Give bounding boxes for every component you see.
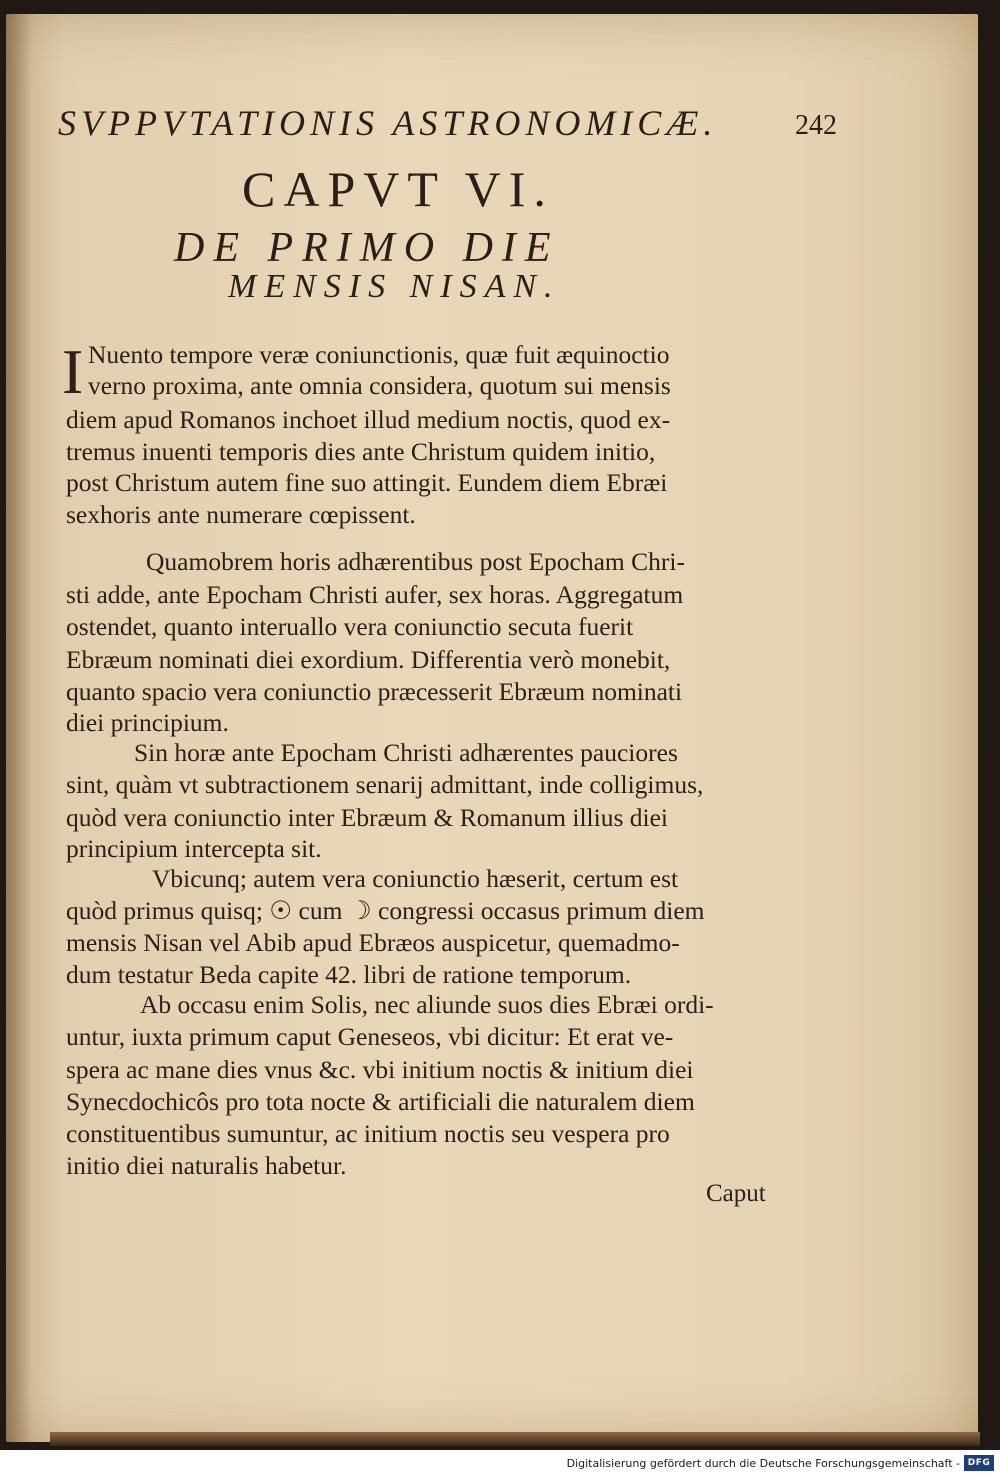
page-bottom-edge xyxy=(50,1432,980,1446)
text-line: Sin horæ ante Epocham Christi adhærentes pauciores xyxy=(134,738,678,767)
text-line: initio diei naturalis habetur. xyxy=(66,1151,347,1180)
text-line: ostendet, quanto interuallo vera coniunctio secuta fuerit xyxy=(66,612,634,641)
text-line: post Christum autem fine suo attingit. Eundem diem Ebræi xyxy=(66,468,668,497)
page-number: 242 xyxy=(795,110,837,141)
text-line: principium intercepta sit. xyxy=(66,834,322,863)
chapter-subtitle-line-1: DE PRIMO DIE xyxy=(174,225,560,271)
text-line: sexhoris ante numerare cœpissent. xyxy=(66,500,416,529)
text-line: quanto spacio vera coniunctio præcesserit Ebræum nominati xyxy=(66,677,683,706)
text-line: spera ac mane dies vnus &c. vbi initium noctis & initium diei xyxy=(66,1055,694,1084)
text-line: diem apud Romanos inchoet illud medium noctis, quod ex- xyxy=(66,405,671,434)
text-line: untur, iuxta primum caput Geneseos, vbi dicitur: Et erat ve- xyxy=(66,1022,674,1051)
funding-notice: Digitalisierung gefördert durch die Deutsche Forschungsgemeinschaft - xyxy=(566,1457,960,1470)
text-line: constituentibus sumuntur, ac initium noctis seu vespera pro xyxy=(66,1119,670,1148)
text-line: verno proxima, ante omnia considera, quotum sui mensis xyxy=(88,371,671,400)
text-line: Vbicunq; autem vera coniunctio hæserit, certum est xyxy=(152,864,679,893)
text-line: sti adde, ante Epocham Christi aufer, sex horas. Aggregatum xyxy=(66,580,684,609)
text-line: mensis Nisan vel Abib apud Ebræos auspicetur, quemadmo- xyxy=(66,928,680,957)
running-head: SVPPVTATIONIS ASTRONOMICÆ. xyxy=(58,103,718,143)
chapter-title: CAPVT VI. xyxy=(242,161,554,217)
text-line: tremus inuenti temporis dies ante Christum quidem initio, xyxy=(66,437,656,466)
dfg-logo-icon: DFG xyxy=(964,1455,994,1471)
footer-bar xyxy=(0,1450,1000,1479)
text-line: Synecdochicôs pro tota nocte & artificiali die naturalem diem xyxy=(66,1087,695,1116)
text-line: Ebræum nominati diei exordium. Differentia verò monebit, xyxy=(66,645,671,674)
chapter-subtitle-line-2: MENSIS NISAN. xyxy=(228,268,561,305)
drop-cap: I xyxy=(62,336,84,407)
text-line: Nuento tempore veræ coniunctionis, quæ fuit æquinoctio xyxy=(88,340,670,369)
text-line: quòd primus quisq; ☉ cum ☽ congressi occasus primum diem xyxy=(66,896,705,925)
text-line: diei principium. xyxy=(66,708,229,737)
catchword: Caput xyxy=(706,1180,766,1207)
text-line: Quamobrem horis adhærentibus post Epocham Chri- xyxy=(146,547,685,576)
text-line: Ab occasu enim Solis, nec aliunde suos dies Ebræi ordi- xyxy=(140,990,714,1019)
text-line: dum testatur Beda capite 42. libri de ratione temporum. xyxy=(66,960,632,989)
text-line: sint, quàm vt subtractionem senarij admittant, inde colligimus, xyxy=(66,770,704,799)
text-line: quòd vera coniunctio inter Ebræum & Romanum illius diei xyxy=(66,803,668,832)
